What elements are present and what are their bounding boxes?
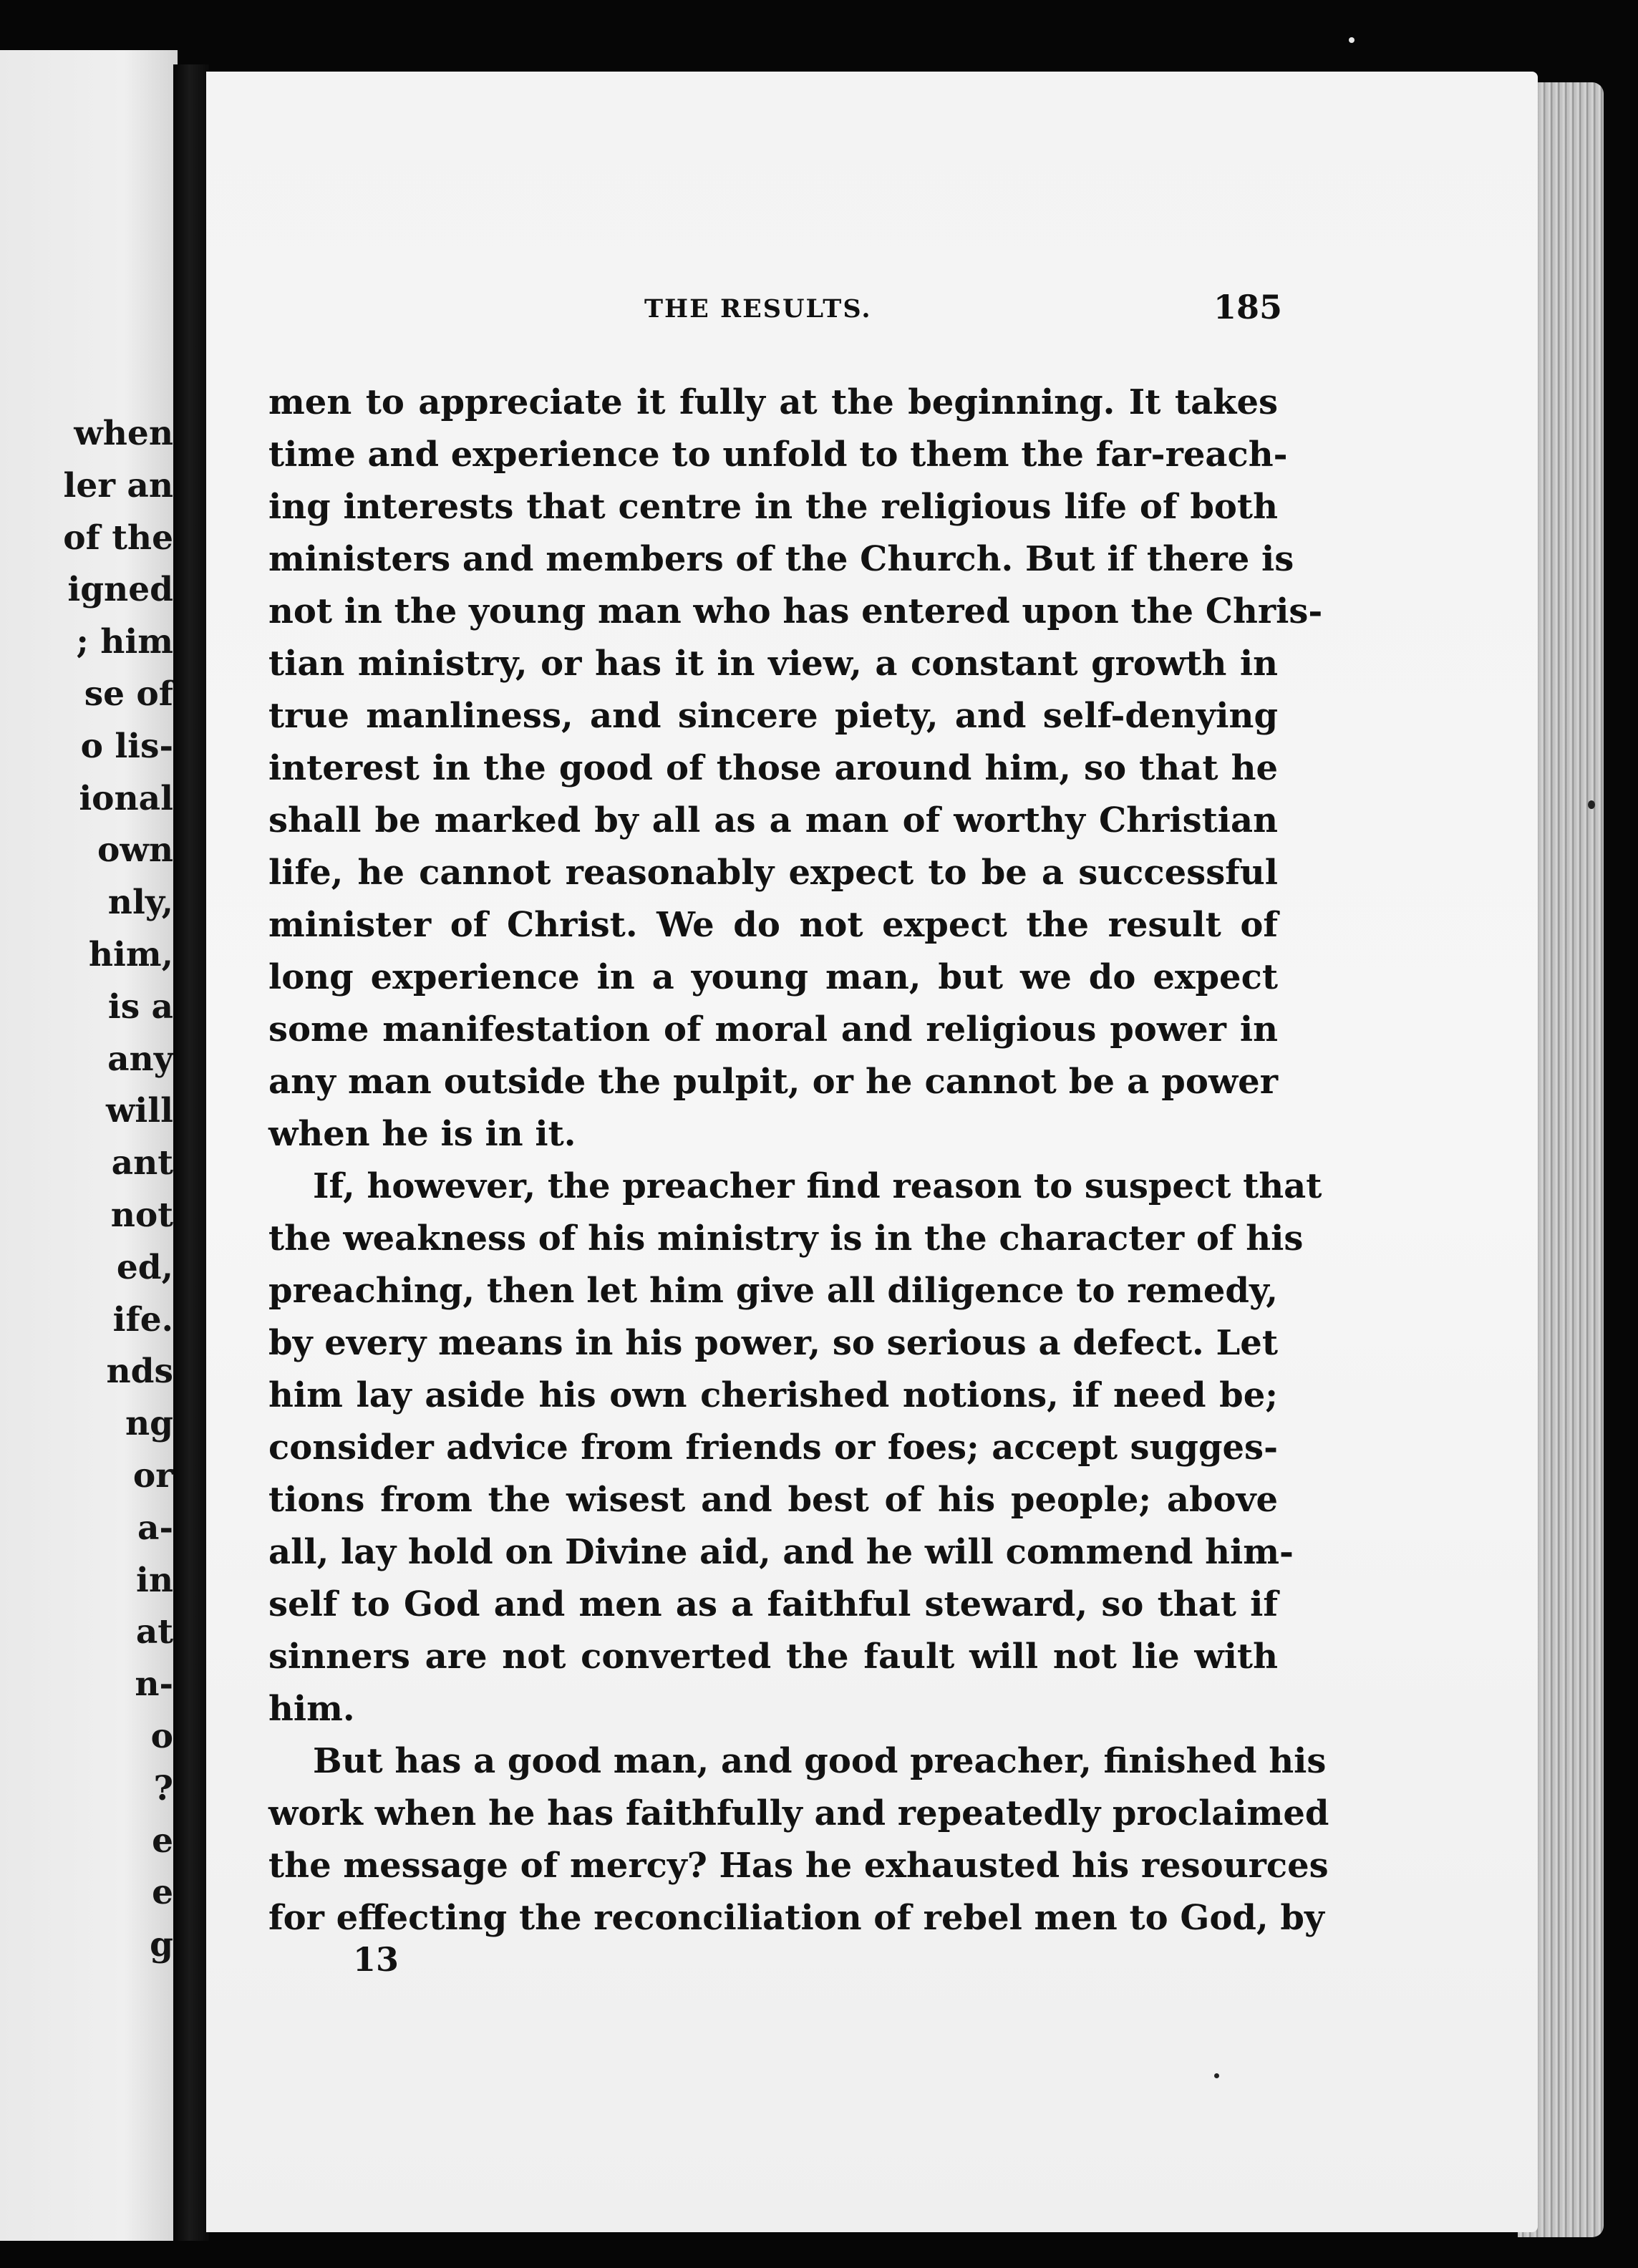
text-line: not in the young man who has entered upon the Chris- — [268, 591, 1323, 631]
left-line: nds — [106, 1352, 173, 1392]
left-line: not — [110, 1195, 173, 1235]
left-line: is a — [107, 987, 173, 1027]
text-line: any man outside the pulpit, or he cannot be a power — [268, 1062, 1278, 1102]
left-line: own — [97, 830, 173, 871]
book-gutter — [173, 64, 209, 2241]
left-line: a- — [137, 1508, 173, 1548]
text-line: men to appreciate it fully at the beginning. It takes — [268, 382, 1278, 422]
text-line: time and experience to unfold to them the far-reach- — [268, 435, 1288, 475]
left-facing-page — [0, 50, 178, 2241]
body-text — [268, 377, 1329, 1944]
left-line: se of — [84, 674, 173, 714]
text-line: all, lay hold on Divine aid, and he will commend him- — [268, 1532, 1294, 1572]
text-line: preaching, then let him give all diligence to remedy, — [268, 1271, 1278, 1311]
left-line: o — [150, 1716, 173, 1756]
text-line: interest in the good of those around him, so that he — [268, 748, 1278, 788]
text-line: self to God and men as a faithful steward, so that if — [268, 1584, 1278, 1624]
signature-mark: 13 — [353, 1940, 399, 1979]
left-line: ional — [79, 778, 173, 818]
left-line: e — [152, 1821, 173, 1861]
text-line: consider advice from friends or foes; accept sugges- — [268, 1428, 1278, 1468]
text-line: some manifestation of moral and religious power in — [268, 1009, 1278, 1050]
text-line: him lay aside his own cherished notions, if need be; — [268, 1375, 1278, 1415]
text-line: If, however, the preacher find reason to suspect that — [313, 1166, 1322, 1206]
scan-speck — [1214, 2073, 1219, 2078]
text-line: life, he cannot reasonably expect to be a successful — [268, 853, 1278, 893]
left-line: of the — [63, 518, 173, 558]
left-line: n- — [135, 1664, 173, 1705]
left-line: when — [74, 414, 173, 453]
left-line: ng — [125, 1404, 173, 1444]
left-line: will — [105, 1091, 173, 1131]
left-line: him, — [88, 934, 173, 974]
text-line: work when he has faithfully and repeatedly proclaimed — [268, 1793, 1329, 1833]
text-line: minister of Christ. We do not expect the result of — [268, 905, 1278, 945]
text-line: for effecting the reconciliation of rebel men to God, by — [268, 1898, 1324, 1938]
left-line: any — [107, 1039, 173, 1079]
text-line: sinners are not converted the fault will not lie with — [268, 1637, 1278, 1677]
left-line: in — [135, 1560, 173, 1600]
left-line: ; him — [76, 622, 173, 662]
text-line: true manliness, and sincere piety, and self-denying — [268, 696, 1278, 736]
text-line: the message of mercy? Has he exhausted his resources — [268, 1846, 1329, 1886]
running-head: THE RESULTS. — [644, 294, 872, 324]
left-line: nly, — [107, 883, 173, 923]
text-line: But has a good man, and good preacher, finished his — [313, 1741, 1327, 1781]
left-line: o lis- — [80, 726, 173, 766]
left-line: at — [135, 1612, 173, 1652]
left-line: igned — [67, 570, 173, 610]
text-line: the weakness of his ministry is in the character of his — [268, 1218, 1304, 1259]
scan-speck — [1349, 37, 1354, 43]
left-line: or — [132, 1455, 173, 1496]
left-line: g — [150, 1925, 173, 1965]
page-number: 185 — [1213, 288, 1283, 326]
scan-speck — [1588, 800, 1595, 809]
text-line: ministers and members of the Church. But if there is — [268, 539, 1294, 579]
left-line: ed, — [116, 1247, 173, 1287]
text-line: ing interests that centre in the religious life of both — [268, 487, 1278, 527]
left-page-text — [0, 408, 173, 1972]
left-line: ? — [153, 1768, 173, 1808]
text-line: when he is in it. — [268, 1114, 576, 1154]
left-line: ant — [111, 1143, 173, 1183]
left-line: ife. — [112, 1299, 173, 1339]
text-line: tian ministry, or has it in view, a constant growth in — [268, 644, 1278, 684]
left-line: e — [152, 1873, 173, 1913]
text-line: long experience in a young man, but we do expect — [268, 957, 1278, 997]
text-line: tions from the wisest and best of his people; above — [268, 1480, 1278, 1520]
left-line: ler an — [63, 465, 173, 505]
text-line: shall be marked by all as a man of worthy Christian — [268, 800, 1278, 840]
text-line: by every means in his power, so serious a defect. Let — [268, 1323, 1278, 1363]
text-line: him. — [268, 1689, 355, 1729]
